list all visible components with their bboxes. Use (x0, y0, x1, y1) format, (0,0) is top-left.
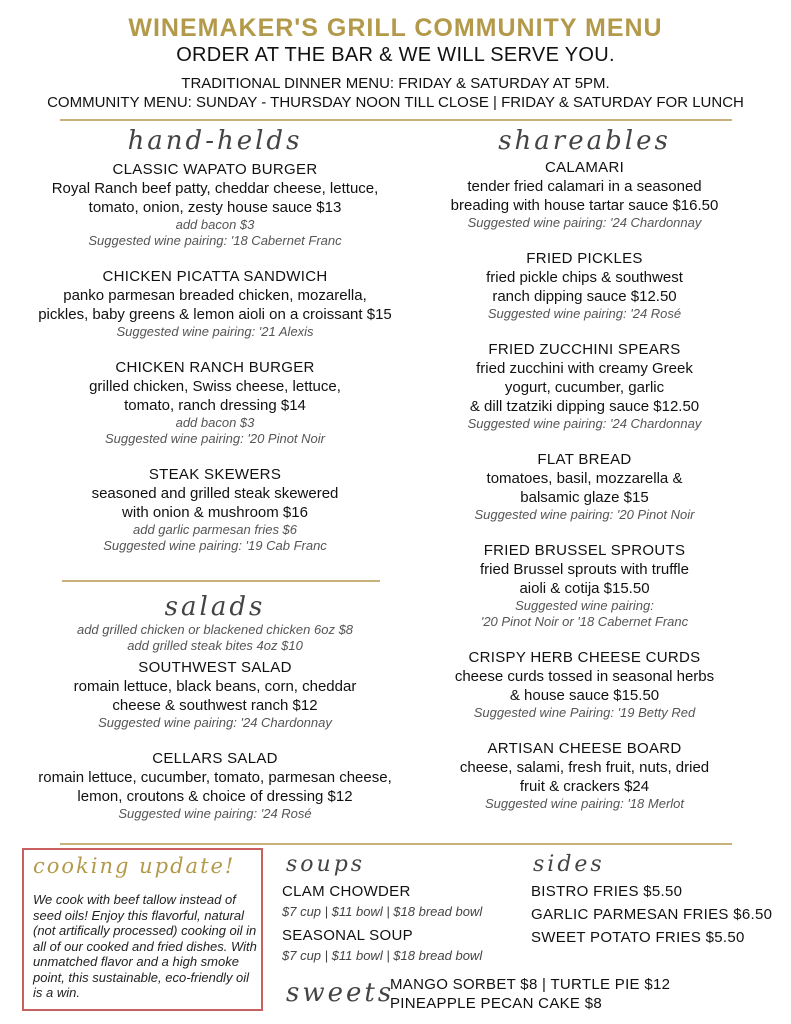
notice-title: cooking update! (33, 854, 236, 878)
handhelds-heading: hand-helds (127, 126, 303, 156)
sweets-line: MANGO SORBET $8 | TURTLE PIE $12 (390, 976, 671, 993)
soup-name: CLAM CHOWDER (282, 883, 411, 900)
item-description: lemon, croutons & choice of dressing $12 (77, 788, 353, 805)
item-name: CHICKEN RANCH BURGER (115, 359, 315, 376)
item-description: tender fried calamari in a seasoned (467, 178, 702, 195)
item-name: FLAT BREAD (537, 451, 632, 468)
item-description: romain lettuce, black beans, corn, cheddar (73, 678, 357, 695)
item-name: FRIED PICKLES (526, 250, 643, 267)
salad-addon: add grilled steak bites 4oz $10 (127, 638, 303, 653)
item-name: STEAK SKEWERS (148, 466, 282, 483)
menu-title: WINEMAKER'S GRILL COMMUNITY MENU (128, 14, 663, 42)
menu-item (20, 658, 410, 731)
item-description: romain lettuce, cucumber, tomato, parmesan cheese, (38, 769, 392, 786)
wine-pairing: '20 Pinot Noir or '18 Cabernet Franc (480, 614, 689, 629)
bottom-divider (60, 843, 732, 845)
sweets-line: PINEAPPLE PECAN CAKE $8 (390, 995, 602, 1012)
salads-heading: salads (164, 592, 266, 622)
community-hours: COMMUNITY MENU: SUNDAY - THURSDAY NOON TILL CLOSE | FRIDAY & SATURDAY FOR LUNCH (47, 94, 744, 111)
sides-heading: sides (533, 852, 605, 877)
item-description: fried zucchini with creamy Greek (476, 360, 693, 377)
item-description: pickles, baby greens & lemon aioli on a croissant $15 (38, 306, 392, 323)
item-description: grilled chicken, Swiss cheese, lettuce, (89, 378, 341, 395)
item-description: aioli & cotija $15.50 (519, 580, 650, 597)
menu-item (397, 340, 772, 432)
wine-pairing: Suggested wine pairing: '24 Rosé (118, 806, 312, 821)
wine-pairing: Suggested wine pairing: '24 Chardonnay (98, 715, 332, 730)
item-name: FRIED ZUCCHINI SPEARS (488, 341, 681, 358)
item-description: yogurt, cucumber, garlic (504, 379, 665, 396)
item-name: CELLARS SALAD (152, 750, 278, 767)
item-description: seasoned and grilled steak skewered (91, 485, 339, 502)
item-description: cheese & southwest ranch $12 (112, 697, 318, 714)
item-description: tomato, onion, zesty house sauce $13 (88, 199, 342, 216)
item-description: fried Brussel sprouts with truffle (480, 561, 689, 578)
menu-item (20, 465, 410, 554)
header-divider (60, 119, 732, 121)
menu-item (397, 249, 772, 322)
shareables-section (397, 126, 772, 812)
item-description: Royal Ranch beef patty, cheddar cheese, lettuce, (51, 180, 379, 197)
salad-addon: add grilled chicken or blackened chicken 6oz $8 (76, 622, 354, 637)
menu-item (397, 739, 772, 812)
item-note: add bacon $3 (175, 217, 255, 232)
menu-item (397, 541, 772, 630)
wine-pairing: Suggested wine pairing: '24 Chardonnay (467, 215, 702, 230)
item-note: add garlic parmesan fries $6 (132, 522, 298, 537)
item-description: & dill tzatziki dipping sauce $12.50 (469, 398, 700, 415)
soup-price: $7 cup | $11 bowl | $18 bread bowl (282, 948, 483, 963)
item-description: fruit & crackers $24 (519, 778, 650, 795)
wine-pairing: Suggested wine pairing: '18 Cabernet Franc (88, 233, 342, 248)
menu-item (397, 450, 772, 523)
menu-subtitle: ORDER AT THE BAR & WE WILL SERVE YOU. (176, 44, 615, 66)
item-description: tomato, ranch dressing $14 (124, 397, 306, 414)
menu-item (397, 648, 772, 721)
dinner-hours: TRADITIONAL DINNER MENU: FRIDAY & SATURDAY AT 5PM. (181, 75, 610, 92)
shareables-heading: shareables (498, 126, 671, 156)
menu-item (20, 160, 410, 249)
menu-item (20, 358, 410, 447)
soups-heading: soups (286, 852, 366, 877)
item-description: cheese curds tossed in seasonal herbs (454, 668, 715, 685)
item-name: SOUTHWEST SALAD (138, 659, 292, 676)
item-name: CRISPY HERB CHEESE CURDS (468, 649, 701, 666)
side-item: SWEET POTATO FRIES $5.50 (531, 929, 745, 946)
wine-pairing: Suggested wine pairing: '20 Pinot Noir (104, 431, 325, 446)
cooking-update-notice (22, 848, 263, 1011)
menu-item (20, 749, 410, 822)
item-name: ARTISAN CHEESE BOARD (487, 740, 682, 757)
wine-pairing: Suggested wine pairing: (515, 598, 654, 613)
item-description: cheese, salami, fresh fruit, nuts, dried (459, 759, 710, 776)
item-description: balsamic glaze $15 (520, 489, 649, 506)
item-description: ranch dipping sauce $12.50 (492, 288, 677, 305)
soup-price: $7 cup | $11 bowl | $18 bread bowl (282, 904, 483, 919)
wine-pairing: Suggested wine pairing: '24 Chardonnay (467, 416, 702, 431)
sweets-heading: sweets (286, 978, 395, 1008)
item-description: breading with house tartar sauce $16.50 (450, 197, 719, 214)
item-description: panko parmesan breaded chicken, mozarella, (63, 287, 367, 304)
item-description: fried pickle chips & southwest (486, 269, 683, 286)
wine-pairing: Suggested wine Pairing: '19 Betty Red (473, 705, 696, 720)
wine-pairing: Suggested wine pairing: '24 Rosé (487, 306, 682, 321)
item-name: CHICKEN PICATTA SANDWICH (102, 268, 328, 285)
item-name: FRIED BRUSSEL SPROUTS (483, 542, 686, 559)
wine-pairing: Suggested wine pairing: '20 Pinot Noir (474, 507, 695, 522)
menu-item (397, 158, 772, 231)
left-column-divider (62, 580, 380, 582)
side-item: BISTRO FRIES $5.50 (531, 883, 683, 900)
side-item: GARLIC PARMESAN FRIES $6.50 (531, 906, 773, 923)
item-description: with onion & mushroom $16 (122, 504, 308, 521)
wine-pairing: Suggested wine pairing: '21 Alexis (116, 324, 314, 339)
wine-pairing: Suggested wine pairing: '19 Cab Franc (103, 538, 327, 553)
notice-text: We cook with beef tallow instead of seed oils! Enjoy this flavorful, natural (not artifically processed) cooking oil in all of our cooked and fried dishes. With unmatched flavor and a high smoke point, this sustainable, eco-friendly oil is a win. (33, 892, 257, 1000)
item-name: CLASSIC WAPATO BURGER (112, 161, 318, 178)
menu-item (20, 267, 410, 340)
salads-section (20, 592, 410, 822)
wine-pairing: Suggested wine pairing: '18 Merlot (484, 796, 685, 811)
item-description: tomatoes, basil, mozzarella & (486, 470, 683, 487)
item-name: CALAMARI (544, 159, 625, 176)
item-description: & house sauce $15.50 (509, 687, 660, 704)
handhelds-section (20, 126, 410, 554)
item-note: add bacon $3 (175, 415, 255, 430)
soup-name: SEASONAL SOUP (282, 927, 413, 944)
